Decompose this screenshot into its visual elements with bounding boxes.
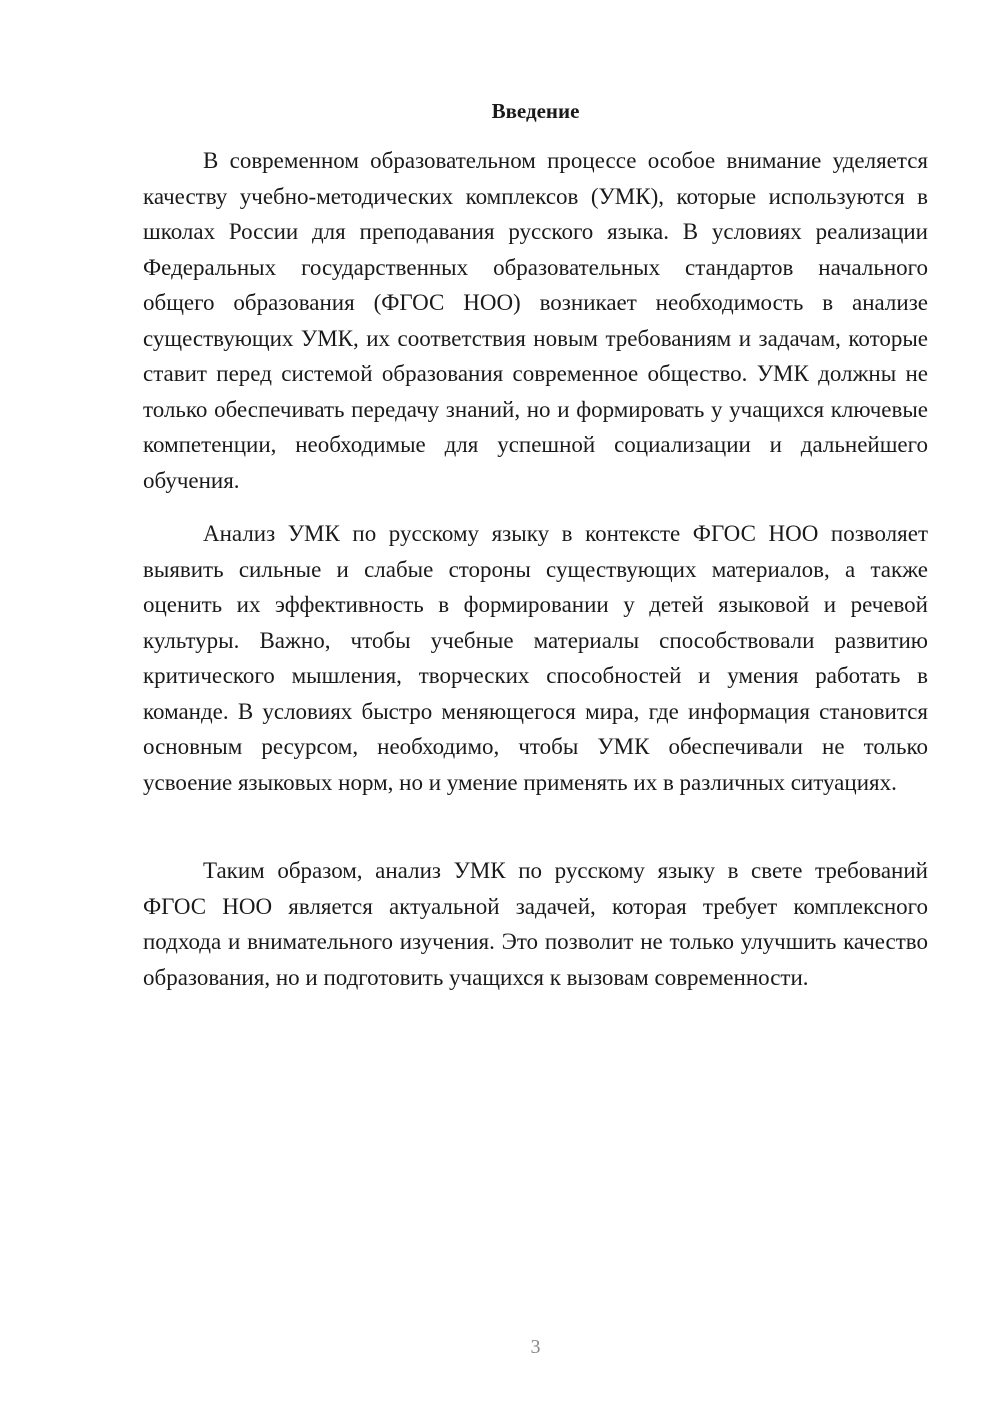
page-number: 3 [530,1336,541,1358]
paragraph-2: Анализ УМК по русскому языку в контексте ФГОС НОО позволяет выявить сильные и слабые стороны существующих материалов, а также оценить их эффективность в формировании у детей языковой и речевой культуры. Важно, чтобы учебные материалы способствовали развитию критического мышления, творческих способностей и умения работать в команде. В условиях быстро меняющегося мира, где информация становится основным ресурсом, необходимо, чтобы УМК обеспечивали не только усвоение языковых норм, но и умение применять их в различных ситуациях. [143,521,928,795]
section-heading: Введение [491,99,580,123]
paragraph-3: Таким образом, анализ УМК по русскому языку в свете требований ФГОС НОО является актуальной задачей, которая требует комплексного подхода и внимательного изучения. Это позволит не только улучшить качество образования, но и подготовить учащихся к вызовам современности. [143,858,928,990]
paragraph-1: В современном образовательном процессе особое внимание уделяется качеству учебно-методических комплексов (УМК), которые используются в школах России для преподавания русского языка. В условиях реализации Федеральных государственных образовательных стандартов начального общего образования (ФГОС НОО) возникает необходимость в анализе существующих УМК, их соответствия новым требованиям и задачам, которые ставит перед системой образования современное общество. УМК должны не только обеспечивать передачу знаний, но и формировать у учащихся ключевые компетенции, необходимые для успешной социализации и дальнейшего обучения. [143,148,928,493]
